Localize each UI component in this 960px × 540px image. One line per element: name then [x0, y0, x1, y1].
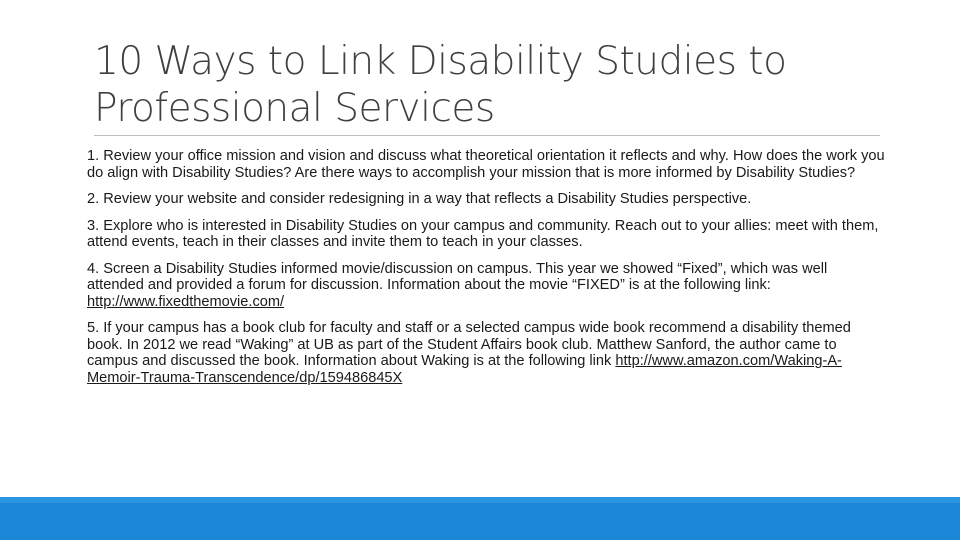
footer-accent-bar — [0, 497, 960, 540]
slide-body — [87, 148, 887, 396]
waking-book-link[interactable]: http://www.amazon.com/Waking-A-Memoir-Trauma-Transcendence/dp/159486845X — [87, 353, 842, 386]
list-item-4 — [87, 261, 887, 311]
list-item-4-text: 4. Screen a Disability Studies informed movie/discussion on campus. This year we showed “Fixed”, which was well attended and provided a forum for discussion. Information about the movie “FIXED” is at the following link: — [87, 260, 828, 293]
list-item-1 — [87, 148, 887, 181]
list-item-2-text: 2. Review your website and consider redesigning in a way that reflects a Disability Studies perspective. — [87, 191, 752, 207]
list-item-2 — [87, 191, 887, 208]
title-divider — [94, 135, 880, 136]
list-item-3 — [87, 218, 887, 251]
footer-accent-highlight — [0, 497, 960, 503]
slide-title — [94, 38, 894, 132]
list-item-5 — [87, 320, 887, 386]
slide-title-line-1: 10 Ways to Link Disability Studies to — [94, 39, 787, 84]
fixed-movie-link[interactable]: http://www.fixedthemovie.com/ — [87, 293, 285, 310]
list-item-5-text: 5. If your campus has a book club for faculty and staff or a selected campus wide book recommend a disability themed book. In 2012 we read “Waking” at UB as part of the Student Affairs book club. Matthew Sanford, the author came to campus and discussed the book. Information about Waking is at the following link — [87, 320, 851, 369]
slide-title-line-2: Professional Services — [94, 86, 495, 131]
list-item-3-text: 3. Explore who is interested in Disability Studies on your campus and community. Reach out to your allies: meet with them, attend events, teach in their classes and invite them to teach in your classes. — [87, 217, 879, 250]
list-item-1-text: 1. Review your office mission and vision and discuss what theoretical orientation it reflects and why. How does the work you do align with Disability Studies? Are there ways to accomplish your mission that is more informed by Disability Studies? — [87, 148, 885, 181]
